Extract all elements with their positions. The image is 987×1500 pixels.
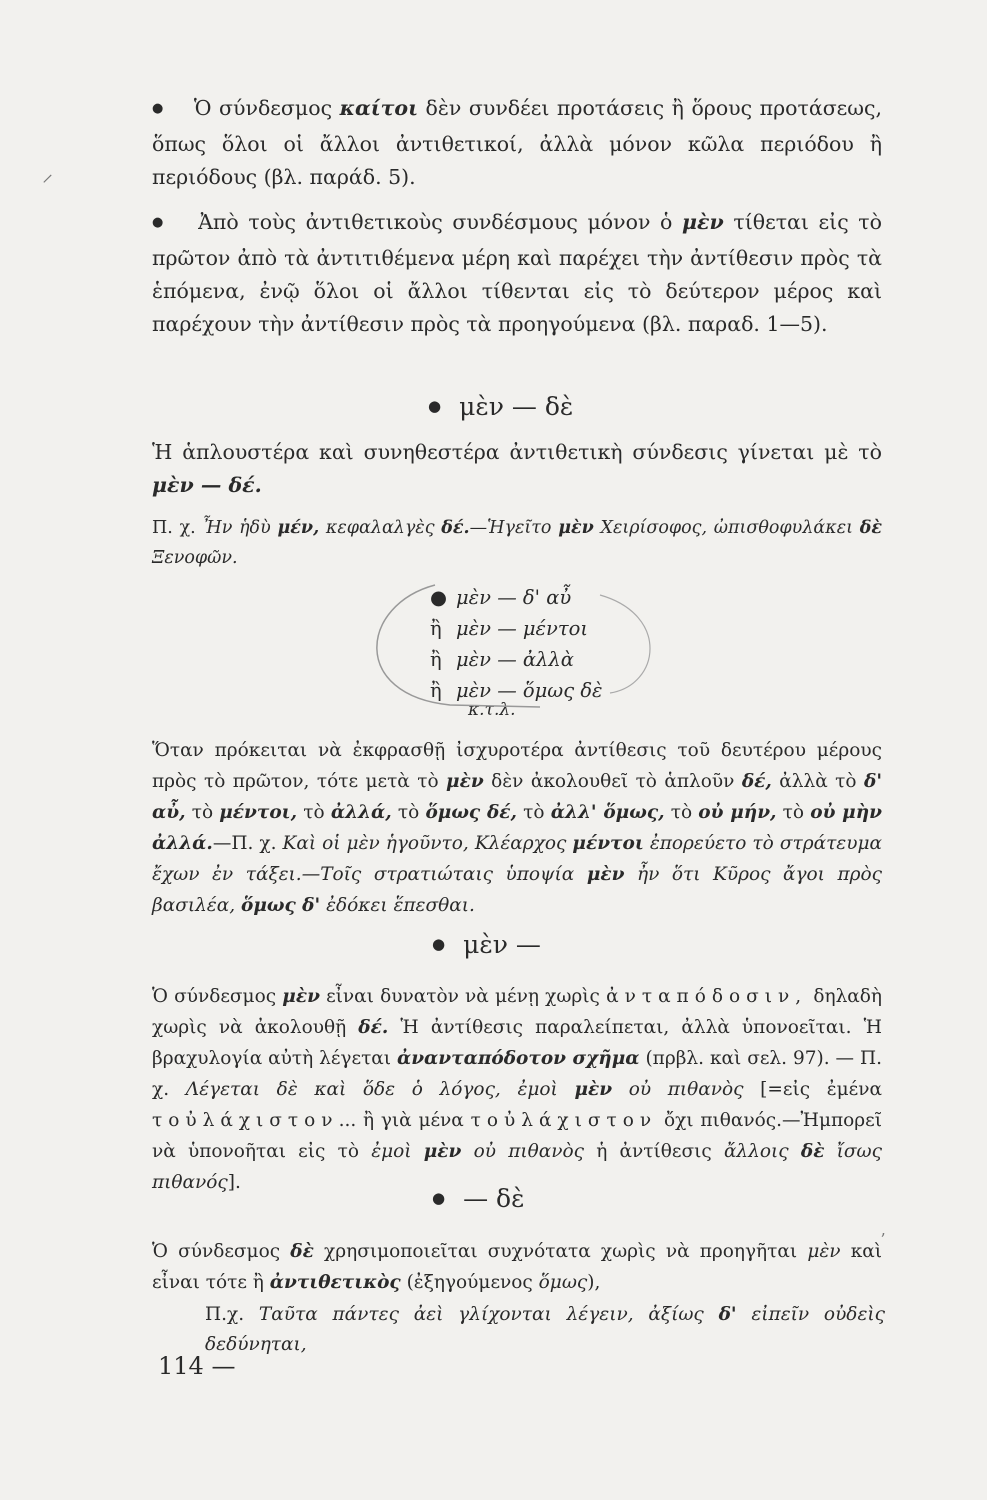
keyword: μὲν xyxy=(282,986,320,1007)
paragraph-kaitoi xyxy=(152,92,882,194)
spaced-text: ἀνταπόδοσιν, xyxy=(606,986,808,1007)
keyword: καίτοι xyxy=(339,96,419,120)
text: Χειρίσοφος, ὠπισθοφυλάκει xyxy=(593,518,860,538)
text: μὲν xyxy=(807,1241,841,1262)
list-text: μὲν — μέντοι xyxy=(456,617,589,640)
pencil-mark: ʼ xyxy=(880,1230,886,1249)
list-lead: ἢ xyxy=(430,648,442,671)
text: Ὁ σύνδεσμος xyxy=(152,1241,291,1262)
spaced-text: τοὐλάχιστον xyxy=(470,1110,658,1131)
keyword: μὲν xyxy=(558,518,594,538)
heading-text: μὲν — xyxy=(463,930,541,959)
text: εἶναι δυνατὸν νὰ μένῃ χωρὶς xyxy=(319,986,607,1007)
text: Ἀπὸ τοὺς ἀντιθετικοὺς συνδέσμους μόνον ὁ xyxy=(198,210,683,234)
text: τὸ xyxy=(297,802,331,823)
text: τὸ xyxy=(185,802,220,823)
text: ἐδόκει ἕπεσθαι. xyxy=(320,895,475,916)
bullet-icon: ● xyxy=(432,935,446,953)
list-etc: κ.τ.λ. xyxy=(468,700,516,720)
list-lead: ● xyxy=(430,586,448,609)
keyword: μὲν xyxy=(586,864,625,885)
text: —Ἡγεῖτο xyxy=(469,518,559,538)
list-text: μὲν — ὅμως δὲ xyxy=(456,679,603,702)
text: Π. χ. xyxy=(152,518,203,538)
text: Ἦν ἡδὺ xyxy=(202,518,278,538)
text: ὄχι πιθανός.—Ἠμπορεῖ νὰ ὑπονοῆται εἰς τὸ xyxy=(152,1110,882,1162)
keyword: μὲν xyxy=(574,1079,613,1100)
keyword: μὲν xyxy=(423,1141,462,1162)
text: ), xyxy=(587,1272,601,1293)
text: τὸ xyxy=(391,802,426,823)
text: οὐ πιθανὸς xyxy=(461,1141,584,1162)
section-heading-men-de xyxy=(428,392,573,421)
text: Ἡ ἁπλουστέρα καὶ συνηθεστέρα ἀντιθετικὴ σύνδεσις γίνεται μὲ τὸ xyxy=(152,440,882,464)
text: ἦν ὅτι Κῦρος ἄγοι πρὸς βασιλέα, xyxy=(152,864,882,916)
paragraph-de-alone xyxy=(152,1236,882,1298)
list-lead: ἢ xyxy=(430,679,442,702)
keyword: δέ, xyxy=(741,771,772,792)
keyword: ἀνανταπόδοτον σχῆμα xyxy=(396,1048,640,1069)
text: ἀλλὰ τὸ xyxy=(771,771,864,792)
text: Ἡ ἀντίθεσις παραλείπεται, ἀλλὰ ὑπονοεῖται. Ἡ βραχυλογία αὐτὴ λέγεται xyxy=(152,1017,882,1069)
list-text: μὲν — δ' αὖ xyxy=(456,586,572,609)
keyword: δ' αὖ, xyxy=(152,771,882,823)
text: ἐμοὶ xyxy=(371,1141,424,1162)
text: (πρβλ. καὶ σελ. 97). — Π. χ. xyxy=(152,1048,882,1100)
keyword: ὅμως δ' xyxy=(240,895,321,916)
keyword: μέν, xyxy=(277,518,320,538)
keyword: δὲ xyxy=(800,1141,825,1162)
heading-text: μὲν — δὲ xyxy=(459,392,574,421)
keyword: ἀλλ' ὅμως, xyxy=(550,802,665,823)
keyword: δέ. xyxy=(441,518,470,538)
text: τὸ xyxy=(516,802,551,823)
text: Ὁ σύνδεσμος xyxy=(193,96,340,120)
bullet-icon: ● xyxy=(428,397,442,415)
keyword: δὲ xyxy=(290,1241,314,1262)
text: κεφαλαλγὲς xyxy=(319,518,442,538)
list-lead: ἢ xyxy=(430,617,442,640)
bullet-icon: ● xyxy=(432,1189,446,1207)
text: ἡ ἀντίθεσις xyxy=(584,1141,724,1162)
keyword: μὲν — δέ. xyxy=(152,473,262,497)
keyword: δ' xyxy=(718,1304,737,1325)
keyword: δέ. xyxy=(358,1017,389,1038)
list-text: μὲν — ἀλλὰ xyxy=(456,648,574,671)
keyword: μὲν xyxy=(682,210,724,234)
text: τὸ xyxy=(664,802,699,823)
text: ὅμως xyxy=(538,1272,588,1293)
keyword: οὐ μήν, xyxy=(698,802,777,823)
paragraph-men-first xyxy=(152,206,882,341)
text: Ὁ σύνδεσμος xyxy=(152,986,283,1007)
paragraph-simple-men-de xyxy=(152,436,882,502)
text: ]. xyxy=(227,1172,241,1193)
page-number: 114 — xyxy=(158,1352,236,1380)
keyword: δὲ xyxy=(859,518,883,538)
text: Καὶ οἱ μὲν ἡγοῦντο, Κλέαρχος xyxy=(282,833,573,854)
example-1 xyxy=(152,513,882,573)
text: Π.χ. xyxy=(205,1304,259,1325)
text: Ξενοφῶν. xyxy=(152,548,238,568)
text: δηλαδὴ χωρὶς νὰ ἀκολουθῇ xyxy=(152,986,883,1038)
paragraph-anantapodoton xyxy=(152,981,882,1198)
heading-text: — δὲ xyxy=(463,1184,525,1213)
section-heading-men xyxy=(432,930,541,959)
spaced-text: τοὐλάχιστον xyxy=(152,1110,339,1131)
pencil-bracket xyxy=(340,575,680,725)
keyword: μέντοι xyxy=(572,833,644,854)
keyword: ἀντιθετικὸς xyxy=(269,1272,401,1293)
keyword: ὅμως δέ, xyxy=(425,802,517,823)
text: —Π. χ. xyxy=(212,833,283,854)
keyword: οὐ μὴν ἀλλά. xyxy=(152,802,882,854)
text: ἴσως πιθανός xyxy=(152,1141,883,1193)
text: ἐπορεύετο τὸ στράτευμα ἔχων ἐν τάξει.—Τοῖς στρατιώταις ὑποψία xyxy=(152,833,882,885)
text: χρησιμοποιεῖται συχνότατα χωρὶς νὰ προηγῆται xyxy=(313,1241,808,1262)
text: ... ἢ γιὰ μένα xyxy=(338,1110,471,1131)
text: δὲν συνδέει προτάσεις ἢ ὅρους προτάσεως, ὅπως ὅλοι οἱ ἄλλοι ἀντιθετικοί, ἀλλὰ μόνον κῶλα περιόδου ἢ περιόδους (βλ. παράδ. 5). xyxy=(152,96,883,189)
text: οὐ πιθανὸς xyxy=(612,1079,744,1100)
text: (ἐξηγούμενος xyxy=(400,1272,539,1293)
text: καὶ εἶναι τότε ἢ xyxy=(152,1241,882,1293)
paragraph-strong-contrast xyxy=(152,735,882,921)
text: εἰπεῖν οὐδεὶς δεδύνηται, xyxy=(205,1304,885,1355)
text: Ταῦτα πάντες ἀεὶ γλίχονται λέγειν, ἀξίως xyxy=(258,1304,719,1325)
keyword: μέντοι, xyxy=(219,802,298,823)
text: ἄλλοις xyxy=(723,1141,801,1162)
section-heading-de xyxy=(432,1184,525,1213)
text: τίθεται εἰς τὸ πρῶτον ἀπὸ τὰ ἀντιτιθέμενα μέρη καὶ παρέχει τὴν ἀντίθεσιν πρὸς τὰ ἑπόμενα, ἐνῷ ὅλοι οἱ ἄλλοι τίθενται εἰς τὸ δεύτερον μέρος καὶ παρέχουν τὴν ἀντίθεσιν πρὸς τὰ προηγούμενα (βλ. παραδ. 1—5). xyxy=(152,210,882,336)
text: [=εἰς ἐμένα xyxy=(743,1079,883,1100)
text: Λέγεται δὲ καὶ ὅδε ὁ λόγος, ἐμοὶ xyxy=(185,1079,575,1100)
keyword: μὲν xyxy=(446,771,484,792)
pencil-mark: ⸝ xyxy=(42,162,54,187)
keyword: ἀλλά, xyxy=(330,802,392,823)
text: δὲν ἀκολουθεῖ τὸ ἁπλοῦν xyxy=(483,771,742,792)
example-2 xyxy=(205,1300,885,1360)
text: τὸ xyxy=(776,802,811,823)
text: Ὅταν πρόκειται νὰ ἐκφρασθῇ ἰσχυροτέρα ἀντίθεσις τοῦ δευτέρου μέρους πρὸς τὸ πρῶτον, τότε μετὰ τὸ xyxy=(152,740,882,792)
